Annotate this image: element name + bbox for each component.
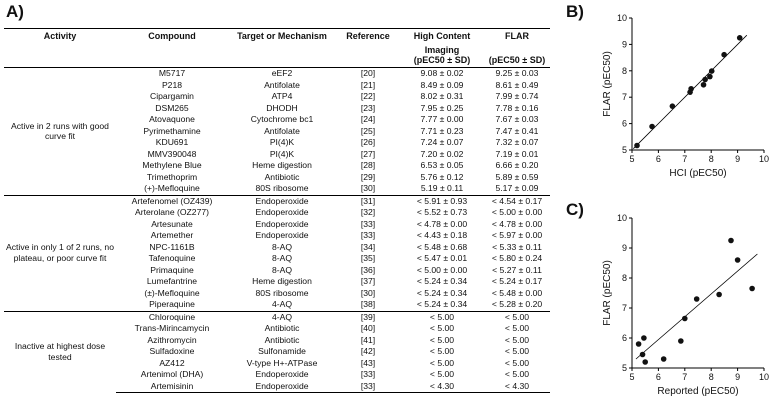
x-tick-label: 6: [655, 154, 661, 164]
y-tick-label: 10: [616, 213, 627, 223]
hci-value-cell: 9.08 ± 0.02: [400, 68, 484, 80]
hci-value-cell: < 4.78 ± 0.00: [416, 218, 468, 229]
table-row: [4, 68, 550, 80]
target-cell: DHODH: [266, 102, 298, 113]
data-point: [678, 338, 684, 344]
x-tick-label: 5: [629, 154, 635, 164]
hci-value-cell: 7.20 ± 0.02: [420, 148, 464, 159]
y-tick-label: 8: [621, 273, 627, 283]
activity-cell: Active in only 1 of 2 runs, no plateau, or poor curve fit: [4, 195, 116, 311]
target-cell: 80S ribosome: [255, 183, 309, 194]
compound-cell: Tafenoquine: [148, 253, 196, 264]
reference-cell: [23]: [360, 102, 376, 113]
x-tick-label: 9: [735, 372, 741, 382]
flar-value-cell: < 4.54 ± 0.17: [484, 195, 550, 207]
plot-c-reported-vs-flar: [596, 208, 776, 408]
hci-value-cell: 5.19 ± 0.11: [420, 183, 464, 194]
target-cell: Cytochrome bc1: [250, 114, 314, 125]
data-point: [728, 238, 734, 244]
reference-cell: [34]: [360, 241, 376, 252]
header-activity: Activity: [4, 29, 116, 47]
target-cell: 4-AQ: [271, 299, 293, 310]
header-target: Target or Mechanism: [228, 29, 336, 47]
hci-value-cell: < 5.00: [400, 311, 484, 323]
flar-value-cell: < 5.28 ± 0.20: [491, 299, 543, 310]
target-cell: Antibiotic: [264, 171, 300, 182]
target-cell: Antibiotic: [264, 323, 300, 334]
data-point: [735, 257, 741, 263]
hci-value-cell: < 5.24 ± 0.34: [416, 276, 468, 287]
fit-line: [636, 254, 757, 359]
hci-value-cell: < 5.00 ± 0.00: [416, 264, 468, 275]
panel-c-label: C): [566, 200, 584, 219]
header-reference: Reference: [336, 29, 400, 47]
data-point: [721, 52, 727, 58]
flar-value-cell: < 4.30: [484, 381, 550, 393]
y-axis-label: FLAR (pEC50): [602, 260, 613, 326]
x-tick-label: 7: [682, 154, 688, 164]
data-point: [707, 74, 713, 80]
compound-cell: Artesunate: [151, 218, 193, 229]
compound-cell: MMV390048: [147, 148, 197, 159]
reference-cell: [20]: [336, 68, 400, 80]
reference-cell: [33]: [360, 230, 376, 241]
flar-value-cell: 5.17 ± 0.09: [495, 183, 539, 194]
y-tick-label: 6: [621, 333, 627, 343]
flar-value-cell: < 5.24 ± 0.17: [491, 276, 543, 287]
target-cell: V-type H+-ATPase: [246, 357, 318, 368]
compound-cell: Piperaquine: [149, 299, 195, 310]
compound-cell: Artemether: [150, 230, 194, 241]
header-hci-line2: Imaging: [424, 45, 460, 55]
activity-cell: Active in 2 runs with good curve fit: [4, 68, 116, 196]
hci-value-cell: 7.71 ± 0.23: [420, 125, 464, 136]
reference-cell: [32]: [360, 207, 376, 218]
data-point: [670, 103, 676, 109]
target-cell: ATP4: [271, 91, 293, 102]
flar-value-cell: < 5.27 ± 0.11: [492, 264, 542, 275]
hci-value-cell: < 5.00: [429, 357, 455, 368]
target-cell: PI(4)K: [269, 137, 295, 148]
table-row: [4, 311, 550, 323]
target-cell: Endoperoxide: [255, 230, 309, 241]
x-tick-label: 8: [708, 154, 714, 164]
data-point: [661, 356, 667, 362]
header-compound: Compound: [116, 29, 228, 47]
reference-cell: [37]: [360, 276, 376, 287]
hci-value-cell: < 5.47 ± 0.01: [416, 253, 468, 264]
reference-cell: [42]: [360, 346, 376, 357]
y-tick-label: 5: [621, 363, 627, 373]
flar-value-cell: < 5.00: [504, 357, 530, 368]
reference-cell: [33]: [336, 381, 400, 393]
compound-cell: Atovaquone: [149, 114, 195, 125]
reference-cell: [43]: [360, 357, 376, 368]
hci-value-cell: 8.49 ± 0.09: [420, 79, 464, 90]
header-flar-units: (pEC50 ± SD): [484, 56, 550, 68]
y-axis-label: FLAR (pEC50): [602, 51, 613, 117]
compound-cell: Lumefantrine: [146, 276, 198, 287]
hci-value-cell: < 5.52 ± 0.73: [416, 207, 468, 218]
target-cell: 80S ribosome: [255, 287, 309, 298]
compound-cell: P218: [161, 79, 183, 90]
data-point: [642, 359, 648, 365]
table-row: [4, 195, 550, 207]
hci-value-cell: < 5.00: [429, 346, 455, 357]
flar-value-cell: < 5.48 ± 0.00: [491, 287, 543, 298]
compound-cell: Artemisinin: [116, 381, 228, 393]
y-tick-label: 10: [616, 13, 627, 23]
header-hci-units: (pEC50 ± SD): [400, 56, 484, 68]
hci-value-cell: 7.24 ± 0.07: [420, 137, 464, 148]
data-point: [687, 89, 693, 95]
y-tick-label: 6: [621, 118, 627, 129]
table-body: [4, 68, 550, 393]
target-cell: Endoperoxide: [228, 195, 336, 207]
flar-value-cell: < 5.00 ± 0.00: [491, 207, 543, 218]
flar-value-cell: 8.61 ± 0.49: [495, 79, 539, 90]
x-tick-label: 7: [682, 372, 688, 382]
compound-cell: Arterolane (OZ277): [134, 207, 210, 218]
data-point: [701, 82, 707, 88]
compound-cell: KDU691: [155, 137, 189, 148]
target-cell: Endoperoxide: [255, 369, 309, 380]
target-cell: Endoperoxide: [228, 381, 336, 393]
data-point: [716, 292, 722, 298]
target-cell: Heme digestion: [252, 276, 312, 287]
reference-cell: [21]: [360, 79, 376, 90]
activity-cell: Inactive at highest dose tested: [4, 311, 116, 393]
target-cell: 8-AQ: [271, 241, 293, 252]
x-tick-label: 5: [629, 372, 635, 382]
flar-value-cell: < 5.33 ± 0.11: [492, 241, 542, 252]
flar-value-cell: < 5.00: [504, 369, 530, 380]
data-point: [749, 286, 755, 292]
reference-cell: [39]: [336, 311, 400, 323]
data-point: [640, 352, 646, 358]
compound-activity-table: [4, 28, 550, 393]
target-cell: Endoperoxide: [255, 207, 309, 218]
hci-value-cell: < 5.91 ± 0.93: [400, 195, 484, 207]
data-point: [634, 143, 640, 149]
y-tick-label: 7: [621, 303, 627, 313]
data-point: [694, 296, 700, 302]
reference-cell: [24]: [360, 114, 376, 125]
hci-value-cell: 7.95 ± 0.25: [420, 102, 464, 113]
y-tick-label: 8: [621, 65, 627, 76]
flar-value-cell: 7.19 ± 0.01: [495, 148, 539, 159]
x-tick-label: 10: [758, 154, 770, 164]
hci-value-cell: < 5.24 ± 0.34: [416, 287, 468, 298]
y-tick-label: 9: [621, 39, 627, 50]
flar-value-cell: < 5.00: [504, 346, 530, 357]
reference-cell: [35]: [360, 253, 376, 264]
target-cell: 8-AQ: [271, 253, 293, 264]
reference-cell: [25]: [360, 125, 376, 136]
data-point: [709, 68, 715, 74]
compound-cell: (+)-Mefloquine: [144, 183, 200, 194]
data-point: [737, 35, 743, 41]
y-tick-label: 9: [621, 243, 627, 253]
flar-value-cell: 7.99 ± 0.74: [495, 91, 539, 102]
x-tick-label: 9: [735, 154, 741, 164]
data-point: [649, 124, 655, 130]
hci-value-cell: 7.77 ± 0.00: [420, 114, 464, 125]
target-cell: Sulfonamide: [258, 346, 306, 357]
target-cell: Antibiotic: [264, 334, 300, 345]
compound-cell: Artenimol (DHA): [140, 369, 204, 380]
hci-value-cell: < 4.43 ± 0.18: [416, 230, 468, 241]
reference-cell: [31]: [336, 195, 400, 207]
hci-value-cell: 6.53 ± 0.05: [420, 160, 464, 171]
target-cell: eEF2: [228, 68, 336, 80]
header-hci: High Content: [400, 29, 484, 47]
flar-value-cell: 9.25 ± 0.03: [484, 68, 550, 80]
reference-cell: [26]: [360, 137, 376, 148]
compound-cell: Primaquine: [150, 264, 194, 275]
y-tick-label: 7: [621, 92, 627, 103]
data-point: [702, 77, 708, 83]
data-point: [641, 335, 647, 341]
compound-cell: AZ412: [159, 357, 185, 368]
header-flar: FLAR: [484, 29, 550, 47]
reference-cell: [30]: [360, 183, 376, 194]
flar-value-cell: < 4.78 ± 0.00: [491, 218, 543, 229]
hci-value-cell: < 4.30: [400, 381, 484, 393]
compound-cell: Chloroquine: [116, 311, 228, 323]
compound-cell: DSM265: [155, 102, 189, 113]
plot-b-hci-vs-flar: [596, 10, 776, 180]
reference-cell: [36]: [360, 264, 376, 275]
reference-cell: [29]: [360, 171, 376, 182]
flar-value-cell: 6.66 ± 0.20: [495, 160, 539, 171]
target-cell: 4-AQ: [228, 311, 336, 323]
reference-cell: [27]: [360, 148, 376, 159]
flar-value-cell: 5.89 ± 0.59: [495, 171, 539, 182]
hci-value-cell: < 5.00: [429, 334, 455, 345]
flar-value-cell: 7.78 ± 0.16: [495, 102, 539, 113]
x-axis-label: HCI (pEC50): [669, 168, 727, 179]
flar-value-cell: < 5.00: [484, 311, 550, 323]
target-cell: PI(4)K: [269, 148, 295, 159]
flar-value-cell: 7.32 ± 0.07: [495, 137, 539, 148]
compound-cell: (±)-Mefloquine: [144, 287, 200, 298]
panel-b-label: B): [566, 2, 584, 21]
x-tick-label: 10: [758, 372, 770, 382]
reference-cell: [41]: [360, 334, 376, 345]
compound-cell: Trans-Mirincamycin: [134, 323, 210, 334]
target-cell: Antifolate: [264, 125, 300, 136]
reference-cell: [30]: [360, 287, 376, 298]
compound-cell: Methylene Blue: [142, 160, 202, 171]
reference-cell: [22]: [360, 91, 376, 102]
flar-value-cell: < 5.00: [504, 323, 530, 334]
compound-cell: Azithromycin: [147, 334, 197, 345]
compound-cell: Sulfadoxine: [149, 346, 195, 357]
hci-value-cell: < 5.00: [429, 369, 455, 380]
reference-cell: [38]: [360, 299, 376, 310]
compound-cell: Pyrimethamine: [143, 125, 201, 136]
reference-cell: [28]: [360, 160, 376, 171]
compound-cell: NPC-1161B: [149, 241, 195, 252]
compound-cell: Trimethoprim: [146, 171, 198, 182]
compound-cell: Artefenomel (OZ439): [116, 195, 228, 207]
flar-value-cell: < 5.00: [504, 334, 530, 345]
target-cell: Antifolate: [264, 79, 300, 90]
reference-cell: [40]: [360, 323, 376, 334]
target-cell: 8-AQ: [271, 264, 293, 275]
hci-value-cell: 8.02 ± 0.31: [420, 91, 464, 102]
data-point: [682, 316, 688, 322]
y-tick-label: 5: [621, 145, 627, 155]
hci-value-cell: < 5.00: [429, 323, 455, 334]
flar-value-cell: < 5.80 ± 0.24: [491, 253, 543, 264]
reference-cell: [33]: [360, 218, 376, 229]
hci-value-cell: 5.76 ± 0.12: [420, 171, 464, 182]
target-cell: Endoperoxide: [255, 218, 309, 229]
panel-a-label: A): [6, 2, 24, 21]
compound-cell: Cipargamin: [150, 91, 194, 102]
flar-value-cell: 7.47 ± 0.41: [495, 125, 539, 136]
flar-value-cell: 7.67 ± 0.03: [495, 114, 539, 125]
hci-value-cell: < 5.48 ± 0.68: [416, 241, 468, 252]
flar-value-cell: < 5.97 ± 0.00: [491, 230, 543, 241]
hci-value-cell: < 5.24 ± 0.34: [416, 299, 468, 310]
target-cell: Heme digestion: [252, 160, 312, 171]
compound-cell: M5717: [116, 68, 228, 80]
data-point: [636, 341, 642, 347]
reference-cell: [33]: [360, 369, 376, 380]
x-axis-label: Reported (pEC50): [657, 386, 739, 397]
x-tick-label: 8: [708, 372, 714, 382]
x-tick-label: 6: [655, 372, 661, 382]
